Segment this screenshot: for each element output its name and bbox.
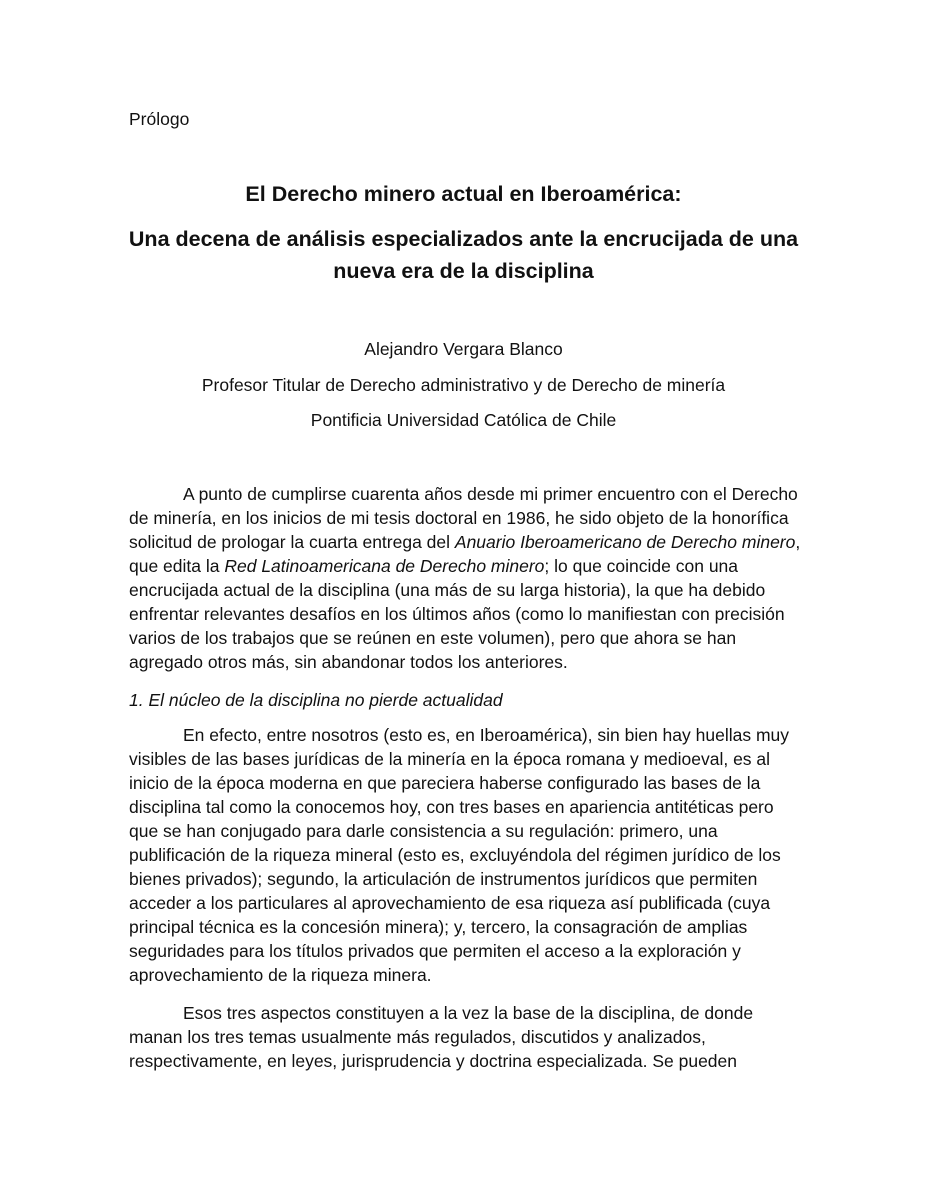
author-role: Profesor Titular de Derecho administrativo y de Derecho de minería — [201, 375, 726, 395]
paragraph-1-text-3: ; lo que coincide con una encrucijada actual de la disciplina (una más de su larga historia), la que ha debido enfrentar relevantes desafíos en los últimos años (como lo manifiestan con precisión varios de los trabajos que se reúnen en este volumen), pero que ahora se han agregado otros más, sin abandonar todos los anteriores. — [129, 556, 785, 672]
section-heading-1: 1. El núcleo de la disciplina no pierde actualidad — [129, 690, 503, 710]
paragraph-1 — [129, 482, 801, 674]
paragraph-1-italic-red: Red Latinoamericana de Derecho minero — [224, 556, 545, 576]
title-line-1: El Derecho minero actual en Iberoamérica: — [245, 182, 682, 206]
title-line-2: Una decena de análisis especializados ante la encrucijada de una nueva era de la disciplina — [128, 227, 799, 283]
paragraph-3: Esos tres aspectos constituyen a la vez la base de la disciplina, de donde manan los tres temas usualmente más regulados, discutidos y analizados, respectivamente, en leyes, jurisprudencia y doctrina especializada. Se pueden — [129, 1003, 754, 1071]
author-institution: Pontificia Universidad Católica de Chile — [310, 410, 617, 430]
section-label: Prólogo — [129, 109, 190, 129]
paragraph-1-text-1: A punto de cumplirse cuarenta años desde mi primer encuentro con el Derecho de minería, en los inicios de mi tesis doctoral en 1986, he sido objeto de la honorífica solicitud de prologar la cuarta entrega del — [129, 484, 798, 552]
paragraph-1-italic-anuario: Anuario Iberoamericano de Derecho minero — [454, 532, 796, 552]
paragraph-2: En efecto, entre nosotros (esto es, en Iberoamérica), sin bien hay huellas muy visibles de las bases jurídicas de la minería en la época romana y medioeval, es al inicio de la época moderna en que pareciera haberse configurado las bases de la disciplina tal como la conocemos hoy, con tres bases en apariencia antitéticas pero que se han conjugado para darle consistencia a su regulación: primero, una publificación de la riqueza mineral (esto es, excluyéndola del régimen jurídico de los bienes privados); segundo, la articulación de instrumentos jurídicos que permiten acceder a los particulares al aprovechamiento de esa riqueza así publificada (cuya principal técnica es la concesión minera); y, tercero, la consagración de amplias seguridades para los títulos privados que permiten el acceso a la exploración y aprovechamiento de la riqueza minera. — [129, 725, 790, 985]
author-name: Alejandro Vergara Blanco — [364, 339, 563, 359]
paragraph-1-text-2: , que edita la — [129, 532, 801, 576]
